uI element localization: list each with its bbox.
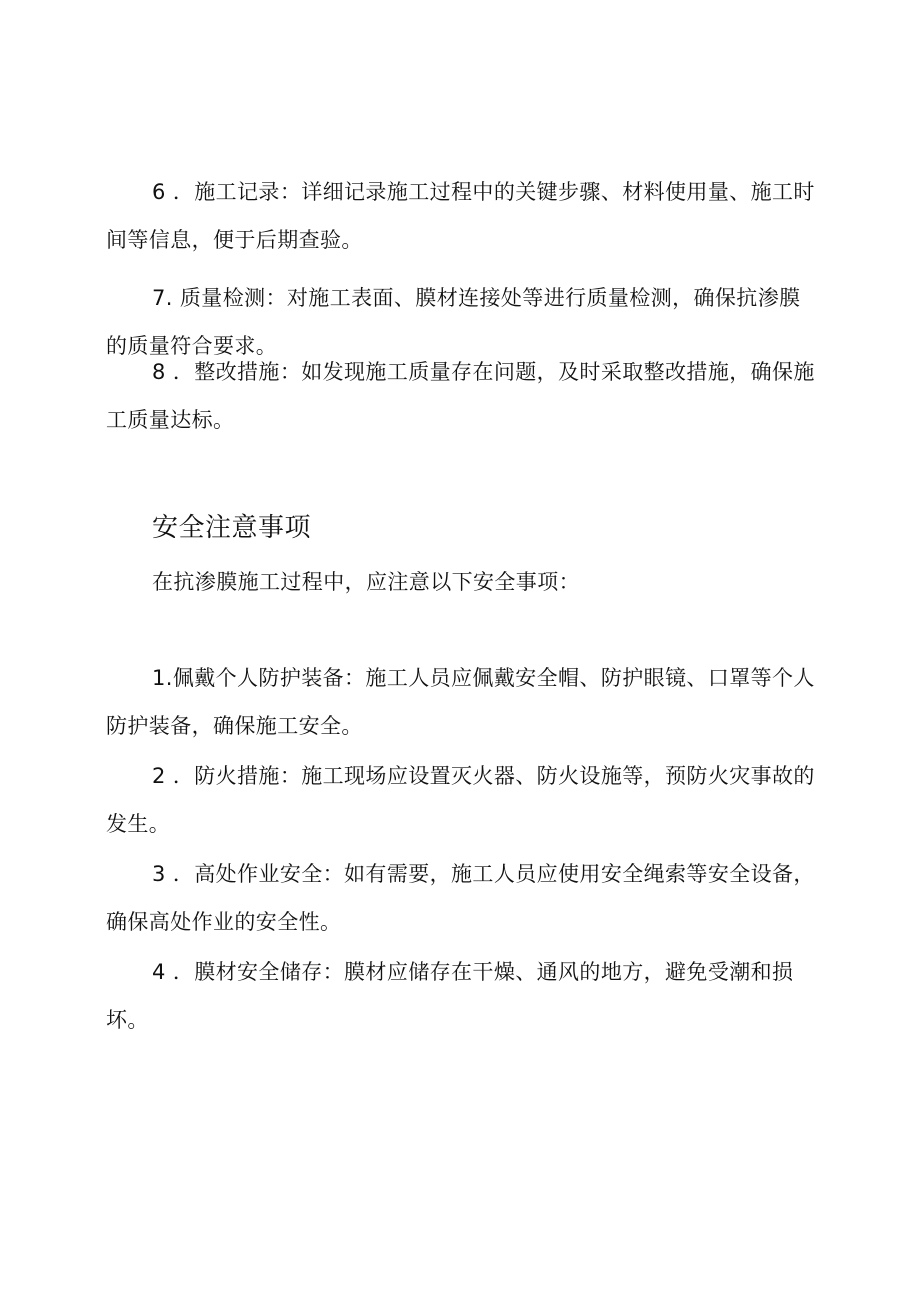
paragraph-safety-intro: 在抗渗膜施工过程中，应注意以下安全事项： — [152, 570, 580, 594]
section-heading-safety: 安全注意事项 — [152, 513, 312, 543]
paragraph-membrane-storage: 4 ．膜材安全储存：膜材应储存在干燥、通风的地方，避免受潮和损坏。 — [106, 960, 794, 1032]
paragraph-fire-prevention: 2 ．防火措施：施工现场应设置灭火器、防火设施等，预防火灾事故的发生。 — [106, 764, 815, 836]
paragraph-quality-inspection: 7. 质量检测：对施工表面、膜材连接处等进行质量检测，确保抗渗膜的质量符合要求。 — [106, 286, 801, 358]
paragraph-construction-record: 6 ．施工记录：详细记录施工过程中的关键步骤、材料使用量、施工时间等信息，便于后期查验。 — [106, 180, 815, 252]
paragraph-rectification: 8 ．整改措施：如发现施工质量存在问题，及时采取整改措施，确保施工质量达标。 — [106, 360, 815, 432]
paragraph-protective-equipment: 1.佩戴个人防护装备：施工人员应佩戴安全帽、防护眼镜、口罩等个人防护装备，确保施工安全。 — [106, 666, 815, 738]
paragraph-work-at-height: 3 ．高处作业安全：如有需要，施工人员应使用安全绳索等安全设备，确保高处作业的安全性。 — [106, 862, 815, 934]
